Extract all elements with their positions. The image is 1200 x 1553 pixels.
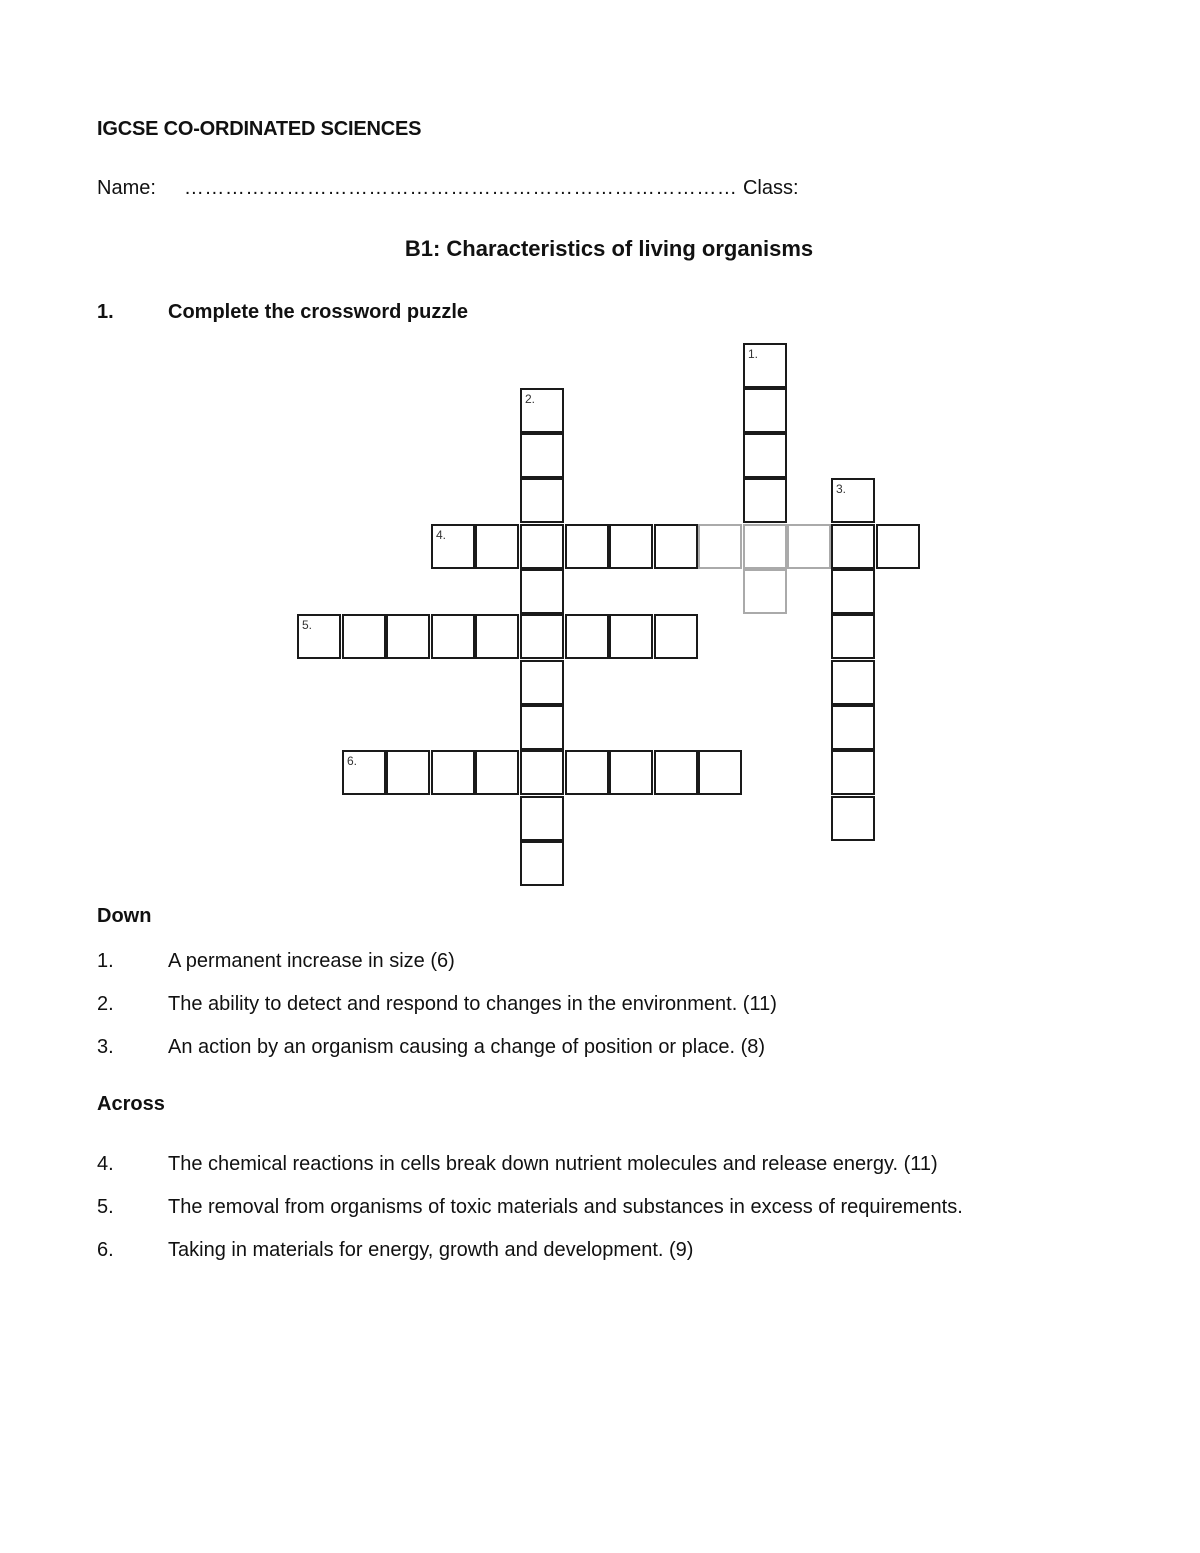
crossword-cell[interactable] xyxy=(743,433,787,478)
crossword-cell[interactable] xyxy=(787,524,831,569)
crossword-cell[interactable] xyxy=(386,614,430,659)
clue-number-2: 2. xyxy=(525,392,536,406)
crossword-cell[interactable] xyxy=(698,750,742,795)
crossword-cell[interactable] xyxy=(743,343,787,388)
crossword-cell[interactable] xyxy=(342,750,386,795)
crossword-cell[interactable] xyxy=(520,705,564,750)
crossword-cell[interactable] xyxy=(743,569,787,614)
crossword-cell[interactable] xyxy=(520,524,564,569)
down-clue-number: 3. xyxy=(97,1036,114,1058)
course-title: IGCSE CO-ORDINATED SCIENCES xyxy=(97,118,422,140)
crossword-cell[interactable] xyxy=(297,614,341,659)
crossword-cell[interactable] xyxy=(431,614,475,659)
crossword-cell[interactable] xyxy=(475,750,519,795)
crossword-cell[interactable] xyxy=(565,614,609,659)
crossword-cell[interactable] xyxy=(520,614,564,659)
crossword-cell[interactable] xyxy=(475,614,519,659)
crossword-cell[interactable] xyxy=(698,524,742,569)
across-heading: Across xyxy=(97,1093,165,1115)
crossword-cell[interactable] xyxy=(831,478,875,523)
crossword-cell[interactable] xyxy=(520,750,564,795)
crossword-cell[interactable] xyxy=(565,524,609,569)
down-clue-number: 2. xyxy=(97,993,114,1015)
down-heading: Down xyxy=(97,905,152,927)
page-title: B1: Characteristics of living organisms xyxy=(404,236,814,261)
clue-number-1: 1. xyxy=(748,347,759,361)
crossword-cell[interactable] xyxy=(876,524,920,569)
crossword-cell[interactable] xyxy=(342,614,386,659)
crossword-cell[interactable] xyxy=(565,750,609,795)
clue-number-4: 4. xyxy=(436,528,447,542)
down-clue-number: 1. xyxy=(97,950,114,972)
crossword-cell[interactable] xyxy=(520,796,564,841)
clue-number-6: 6. xyxy=(347,754,358,768)
crossword-cell[interactable] xyxy=(743,524,787,569)
crossword-cell[interactable] xyxy=(386,750,430,795)
crossword-cell[interactable] xyxy=(743,478,787,523)
crossword-cell[interactable] xyxy=(654,614,698,659)
crossword-cell[interactable] xyxy=(609,524,653,569)
crossword-cell[interactable] xyxy=(831,660,875,705)
crossword-cell[interactable] xyxy=(520,478,564,523)
crossword-cell[interactable] xyxy=(520,388,564,433)
class-label: Class: xyxy=(742,177,799,199)
name-label: Name: xyxy=(97,177,156,199)
across-clue-number: 6. xyxy=(97,1239,114,1261)
crossword-cell[interactable] xyxy=(831,705,875,750)
crossword-cell[interactable] xyxy=(520,660,564,705)
crossword-cell[interactable] xyxy=(831,524,875,569)
name-class-row xyxy=(97,177,799,200)
crossword-cell[interactable] xyxy=(654,524,698,569)
crossword-cell[interactable] xyxy=(520,569,564,614)
across-clue-text: The chemical reactions in cells break down nutrient molecules and release energy. (11) xyxy=(168,1153,938,1175)
down-clue-text: An action by an organism causing a change of position or place. (8) xyxy=(168,1036,766,1058)
clue-number-5: 5. xyxy=(302,618,313,632)
crossword-cell[interactable] xyxy=(520,841,564,886)
crossword-cell[interactable] xyxy=(831,750,875,795)
down-clue-text: A permanent increase in size (6) xyxy=(168,950,455,972)
crossword-cell[interactable] xyxy=(654,750,698,795)
crossword-cell[interactable] xyxy=(609,750,653,795)
crossword-cell[interactable] xyxy=(520,433,564,478)
crossword-cell[interactable] xyxy=(743,388,787,433)
question-text: Complete the crossword puzzle xyxy=(168,301,469,323)
across-clue-text: The removal from organisms of toxic materials and substances in excess of requirements. xyxy=(168,1196,963,1218)
crossword-cell[interactable] xyxy=(831,569,875,614)
question-number: 1. xyxy=(97,301,114,323)
crossword-cell[interactable] xyxy=(431,524,475,569)
crossword-cell[interactable] xyxy=(431,750,475,795)
down-clue-text: The ability to detect and respond to changes in the environment. (11) xyxy=(168,993,777,1015)
crossword-cell[interactable] xyxy=(475,524,519,569)
clue-number-3: 3. xyxy=(836,482,847,496)
crossword-cell[interactable] xyxy=(609,614,653,659)
across-clue-number: 5. xyxy=(97,1196,114,1218)
name-field[interactable]: ……………………………………………………………………… xyxy=(183,177,738,199)
across-clue-text: Taking in materials for energy, growth and development. (9) xyxy=(168,1239,694,1261)
crossword-cell[interactable] xyxy=(831,614,875,659)
across-clue-number: 4. xyxy=(97,1153,114,1175)
crossword-cell[interactable] xyxy=(831,796,875,841)
